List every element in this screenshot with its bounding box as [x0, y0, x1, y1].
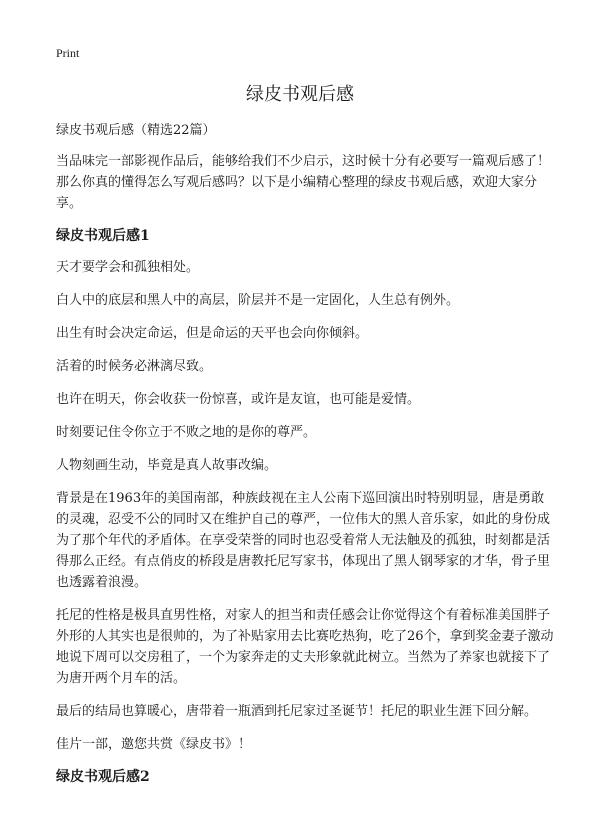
print-link[interactable]: Print	[56, 46, 80, 60]
paragraph: 背景是在1963年的美国南部，种族歧视在主人公南下巡回演出时特别明显，唐是勇敢的灵魂，忍受不公的同时又在维护自己的尊严，一位伟大的黑人音乐家，如此的身份成为了那个年代的矛盾体。在享受荣誉的同时也忍受着常人无法触及的孤独，时刻都是活得那么正经。有点俏皮的桥段是唐教托尼写家书，体现出了黑人钢琴家的才华，骨子里也透露着浪漫。	[56, 491, 551, 590]
paragraph: 也许在明天，你会收获一份惊喜，或许是友谊，也可能是爱情。	[56, 392, 421, 407]
paragraph: 白人中的底层和黑人中的高层，阶层并不是一定固化，人生总有例外。	[56, 293, 460, 308]
page-title: 绿皮书观后感	[246, 84, 354, 105]
paragraph: 活着的时候务必淋漓尽致。	[56, 359, 213, 374]
paragraph: 佳片一部，邀您共赏《绿皮书》！	[56, 737, 252, 752]
paragraph: 天才要学会和孤独相处。	[56, 260, 200, 275]
article-subtitle: 绿皮书观后感（精选22篇）	[56, 123, 216, 138]
section-heading: 绿皮书观后感1	[56, 228, 150, 244]
paragraph: 托尼的性格是极具直男性格，对家人的担当和责任感会让你觉得这个有着标准美国胖子外形的人其实也是很帅的，为了补贴家用去比赛吃热狗，吃了26个，拿到奖金妻子激动地说下周可以交房租了，一个为家奔走的丈夫形象就此树立。当然为了养家也就接下了为唐开两个月车的活。	[56, 608, 554, 686]
paragraph: 人物刻画生动，毕竟是真人故事改编。	[56, 458, 278, 473]
article-body	[56, 120, 556, 798]
paragraph: 时刻要记住令你立于不败之地的是你的尊严。	[56, 425, 317, 440]
section-heading: 绿皮书观后感2	[56, 769, 150, 785]
paragraph: 最后的结局也算暖心，唐带着一瓶酒到托尼家过圣诞节！托尼的职业生涯下回分解。	[56, 704, 538, 719]
intro-paragraph: 当品味完一部影视作品后，能够给我们不少启示，这时候十分有必要写一篇观后感了！那么你真的懂得怎么写观后感吗？以下是小编精心整理的绿皮书观后感，欢迎大家分享。	[56, 154, 551, 211]
paragraph: 出生有时会决定命运，但是命运的天平也会向你倾斜。	[56, 326, 369, 341]
